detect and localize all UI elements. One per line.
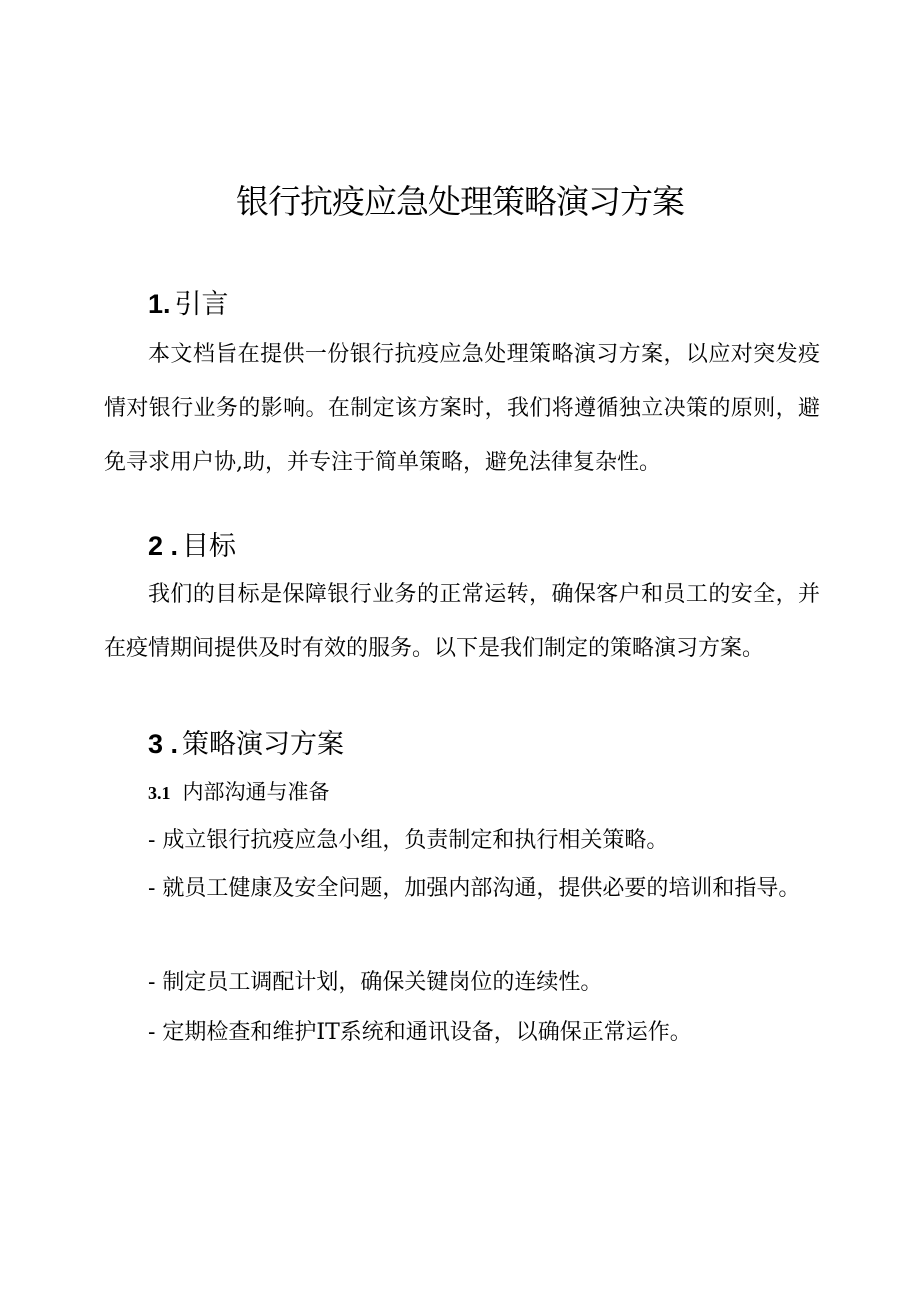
section-2-number: 2 . bbox=[148, 531, 179, 561]
section-1-number: 1. bbox=[148, 289, 171, 319]
list-item: - 就员工健康及安全问题，加强内部沟通，提供必要的培训和指导。 bbox=[148, 876, 801, 901]
section-2-heading bbox=[148, 528, 236, 565]
section-1-title: 引言 bbox=[174, 289, 229, 320]
subsection-3-1-title: 内部沟通与准备 bbox=[182, 780, 330, 804]
section-1-heading bbox=[148, 286, 229, 323]
subsection-3-1-heading bbox=[148, 776, 330, 809]
list-item: - 成立银行抗疫应急小组，负责制定和执行相关策略。 bbox=[148, 828, 669, 853]
section-3-title: 策略演习方案 bbox=[182, 729, 345, 760]
list-item: - 制定员工调配计划，确保关键岗位的连续性。 bbox=[148, 970, 603, 995]
section-3-number: 3 . bbox=[148, 729, 179, 759]
subsection-3-1-number: 3.1 bbox=[148, 783, 171, 803]
section-1-paragraph: 本文档旨在提供一份银行抗疫应急处理策略演习方案，以应对突发疫情对银行业务的影响。在制定该方案时，我们将遵循独立决策的原则，避免寻求用户协,助，并专注于简单策略，避免法律复杂性。 bbox=[104, 342, 820, 475]
section-3-heading bbox=[148, 726, 344, 763]
section-2-paragraph: 我们的目标是保障银行业务的正常运转，确保客户和员工的安全，并在疫情期间提供及时有效的服务。以下是我们制定的策略演习方案。 bbox=[104, 582, 820, 661]
list-item: - 定期检查和维护IT系统和通讯设备，以确保正常运作。 bbox=[148, 1020, 692, 1045]
section-2-title: 目标 bbox=[182, 531, 237, 562]
document-title: 银行抗疫应急处理策略演习方案 bbox=[236, 182, 684, 221]
